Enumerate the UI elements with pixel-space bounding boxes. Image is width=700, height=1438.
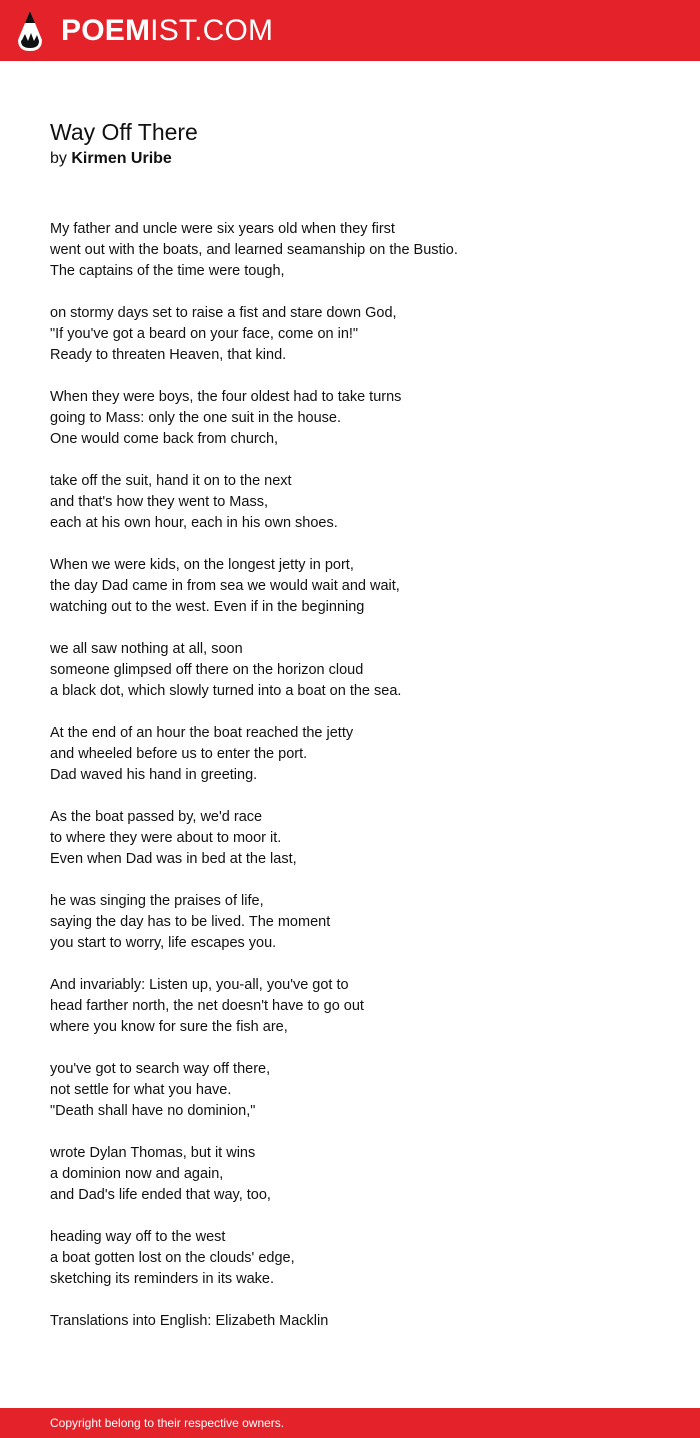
poem-line: he was singing the praises of life,: [50, 893, 264, 909]
poem-stanza: [50, 1143, 660, 1206]
poem-line: someone glimpsed off there on the horizon cloud: [50, 662, 364, 678]
site-logo-wordmark: [61, 13, 274, 47]
poem-line: One would come back from church,: [50, 431, 279, 447]
poem-stanza: [50, 555, 660, 618]
author-link[interactable]: Kirmen Uribe: [71, 150, 172, 167]
poem-line: not settle for what you have.: [50, 1082, 232, 1098]
poem-line: As the boat passed by, we'd race: [50, 809, 263, 825]
poem-stanza: [50, 387, 660, 450]
poem-line: watching out to the west. Even if in the beginning: [50, 599, 365, 615]
poem-line: a black dot, which slowly turned into a boat on the sea.: [50, 683, 402, 699]
poem-line: Dad waved his hand in greeting.: [50, 767, 258, 783]
poem-title: Way Off There: [50, 119, 198, 145]
poem-line: we all saw nothing at all, soon: [50, 641, 243, 657]
poem-stanza: [50, 807, 660, 870]
poem-line: The captains of the time were tough,: [50, 263, 285, 279]
poem-line: heading way off to the west: [50, 1229, 226, 1245]
poem-line: Even when Dad was in bed at the last,: [50, 851, 297, 867]
site-footer: [0, 1408, 700, 1438]
poem-line: going to Mass: only the one suit in the house.: [50, 410, 341, 426]
poem-line: where you know for sure the fish are,: [50, 1019, 288, 1035]
logo-light-text: IST.COM: [150, 13, 274, 47]
poem-line: and Dad's life ended that way, too,: [50, 1187, 271, 1203]
poem-line: the day Dad came in from sea we would wait and wait,: [50, 578, 400, 594]
poem-stanza: [50, 639, 660, 702]
pencil-tip-icon: [17, 10, 43, 52]
translator-note: Translations into English: Elizabeth Macklin: [50, 1313, 329, 1329]
poem-line: head farther north, the net doesn't have to go out: [50, 998, 364, 1014]
poem-line: went out with the boats, and learned seamanship on the Bustio.: [50, 242, 458, 258]
poem-line: and wheeled before us to enter the port.: [50, 746, 308, 762]
poem-line: you start to worry, life escapes you.: [50, 935, 277, 951]
poem-line: And invariably: Listen up, you-all, you've got to: [50, 977, 349, 993]
poem-line: and that's how they went to Mass,: [50, 494, 268, 510]
poem-stanza: [50, 303, 660, 366]
poem-line: "If you've got a beard on your face, come on in!": [50, 326, 359, 342]
poem-line: take off the suit, hand it on to the next: [50, 473, 292, 489]
poem-stanza: [50, 219, 660, 282]
poem-stanza: [50, 975, 660, 1038]
poem-content: [50, 118, 660, 1332]
copyright-text: Copyright belong to their respective owners.: [50, 1416, 285, 1430]
poem-stanza: [50, 1227, 660, 1290]
poem-stanza: [50, 891, 660, 954]
poem-line: Ready to threaten Heaven, that kind.: [50, 347, 287, 363]
poem-stanza: [50, 471, 660, 534]
poem-line: each at his own hour, each in his own shoes.: [50, 515, 338, 531]
poem-line: wrote Dylan Thomas, but it wins: [50, 1145, 256, 1161]
poem-body: [50, 219, 660, 1290]
poem-line: When we were kids, on the longest jetty in port,: [50, 557, 354, 573]
poem-byline: [50, 149, 660, 169]
poem-line: "Death shall have no dominion,": [50, 1103, 256, 1119]
poem-line: My father and uncle were six years old when they first: [50, 221, 395, 237]
poem-line: on stormy days set to raise a fist and stare down God,: [50, 305, 397, 321]
poem-stanza: [50, 723, 660, 786]
poem-line: a boat gotten lost on the clouds' edge,: [50, 1250, 295, 1266]
poem-line: saying the day has to be lived. The moment: [50, 914, 331, 930]
logo-strong-text: POEM: [61, 13, 151, 47]
poem-line: to where they were about to moor it.: [50, 830, 282, 846]
poem-stanza: [50, 1059, 660, 1122]
poem-line: When they were boys, the four oldest had to take turns: [50, 389, 402, 405]
by-label: by: [50, 150, 67, 167]
poem-line: a dominion now and again,: [50, 1166, 224, 1182]
poem-line: sketching its reminders in its wake.: [50, 1271, 275, 1287]
site-header: [0, 0, 700, 61]
poem-line: At the end of an hour the boat reached the jetty: [50, 725, 354, 741]
poem-line: you've got to search way off there,: [50, 1061, 271, 1077]
site-logo-link[interactable]: [17, 0, 273, 61]
